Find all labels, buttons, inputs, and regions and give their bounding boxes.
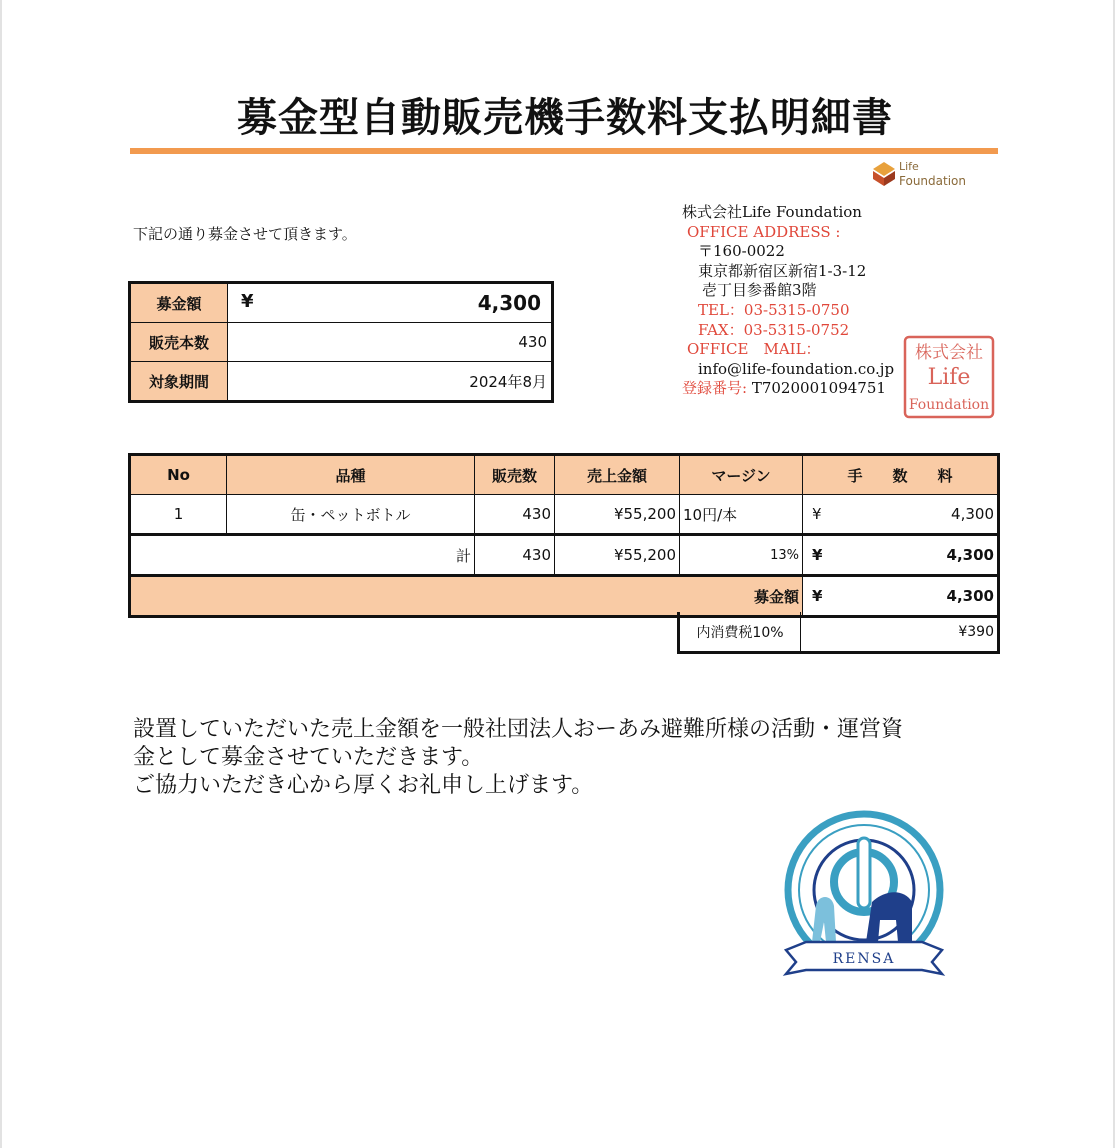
closing-line3: ご協力いただき心から厚くお礼申し上げます。 (133, 773, 594, 798)
period-value: 2024年8月 (228, 362, 553, 402)
header-item: 品種 (227, 455, 475, 495)
fund-value: 4,300 (946, 587, 994, 605)
address-line2: 壱丁目参番館3階 (702, 281, 817, 300)
header-fee: 手 数 料 (803, 455, 999, 495)
row-fee: 4,300 (951, 505, 994, 523)
total-fee: 4,300 (946, 546, 994, 564)
tax-value: ¥390 (801, 612, 999, 653)
svg-text:RENSA: RENSA (832, 951, 896, 967)
row-item: 缶・ペットボトル (227, 495, 475, 535)
totals-row (130, 535, 999, 576)
header-qty: 販売数 (475, 455, 555, 495)
tax-row (679, 612, 999, 653)
detail-header-row (130, 455, 999, 495)
company-seal (902, 334, 996, 420)
life-foundation-logo (871, 158, 971, 194)
title-underline (130, 148, 998, 154)
summary-row-donation (130, 283, 553, 323)
units-label: 販売本数 (130, 323, 228, 362)
row-no: 1 (130, 495, 227, 535)
row-sales: ¥55,200 (555, 495, 680, 535)
rensa-logo (776, 810, 952, 1000)
table-row (130, 495, 999, 535)
total-fee-cell (803, 535, 999, 576)
closing-line2: 金として募金させていただきます。 (133, 745, 484, 770)
svg-text:Life: Life (927, 365, 971, 390)
period-label: 対象期間 (130, 362, 228, 402)
summary-table (128, 281, 554, 403)
page-edge-left (0, 0, 2, 1148)
donation-currency: ¥ (241, 291, 254, 312)
address-line1: 東京都新宿区新宿1-3-12 (698, 261, 867, 280)
total-qty: 430 (475, 535, 555, 576)
donation-value-cell (228, 283, 553, 323)
svg-text:Foundation: Foundation (908, 397, 990, 413)
row-margin: 10円/本 (680, 495, 803, 535)
units-value: 430 (228, 323, 553, 362)
donation-label: 募金額 (130, 283, 228, 323)
total-fee-currency: ¥ (812, 546, 823, 564)
life-foundation-logo-icon (871, 160, 897, 188)
header-margin: マージン (680, 455, 803, 495)
intro-text: 下記の通り募金させて頂きます。 (133, 225, 357, 243)
svg-text:株式会社: 株式会社 (915, 343, 983, 363)
postal-code: 〒160-0022 (698, 242, 785, 261)
total-sales: ¥55,200 (555, 535, 680, 576)
detail-table (128, 453, 1000, 618)
donation-value: 4,300 (477, 291, 541, 315)
summary-row-units (130, 323, 553, 362)
closing-message (133, 716, 1003, 800)
fund-currency: ¥ (812, 587, 823, 605)
logo-text-line1: Life (899, 160, 919, 173)
logo-text-line2: Foundation (899, 174, 966, 188)
total-margin: 13% (680, 535, 803, 576)
tel: TEL：03-5315-0750 (698, 300, 850, 319)
closing-line1: 設置していただいた売上金額を一般社団法人おーあみ避難所様の活動・運営資 (133, 717, 904, 742)
total-label: 計 (130, 535, 475, 576)
row-fee-currency: ¥ (812, 505, 822, 523)
row-fee-cell (803, 495, 999, 535)
company-block (682, 203, 894, 399)
registration-label: 登録番号: (682, 379, 748, 398)
row-qty: 430 (475, 495, 555, 535)
header-no: No (130, 455, 227, 495)
header-sales: 売上金額 (555, 455, 680, 495)
email: info@life-foundation.co.jp (698, 359, 895, 378)
fax: FAX：03-5315-0752 (698, 320, 850, 339)
tax-table (677, 612, 1000, 654)
fund-row (130, 576, 999, 617)
company-name: 株式会社Life Foundation (682, 203, 862, 221)
office-mail-label: OFFICE MAIL： (687, 340, 821, 359)
office-address-label: OFFICE ADDRESS : (687, 222, 841, 241)
fund-value-cell (803, 576, 999, 617)
summary-row-period (130, 362, 553, 402)
tax-label: 内消費税10% (679, 612, 801, 653)
registration-number: T7020001094751 (751, 379, 886, 398)
fund-label: 募金額 (130, 576, 803, 617)
document-title: 募金型自動販売機手数料支払明細書 (237, 95, 893, 141)
registration-line (682, 379, 894, 399)
